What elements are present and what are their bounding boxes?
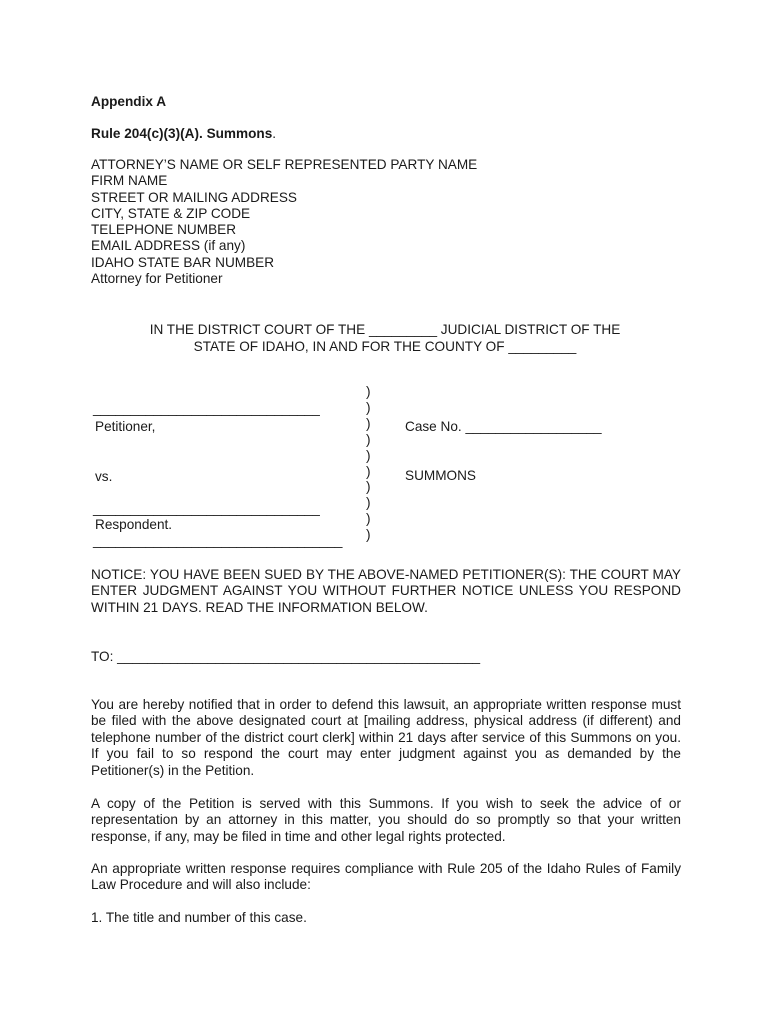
caption-parenthesis: ) [366,447,371,463]
notice-paragraph: NOTICE: YOU HAVE BEEN SUED BY THE ABOVE-NAMED PETITIONER(S): THE COURT MAY ENTER JUDGMENT AGAINST YOU WITHOUT FURTHER NOTICE UNLESS YOU RESPOND WITHIN 21 DAYS. READ THE INFORMATION BELOW. [91,567,681,615]
summons-title: SUMMONS [405,468,476,483]
city-state-zip-line: CITY, STATE & ZIP CODE [91,205,251,221]
case-number-line: Case No. __________________ [405,419,602,434]
caption-parenthesis: ) [366,384,371,399]
response-requirements-paragraph: An appropriate written response requires compliance with Rule 205 of the Idaho Rules of Family Law Procedure and will also include: [91,861,681,893]
caption-bottom-blank: _________________________________ [93,533,343,548]
firm-name-line: FIRM NAME [91,173,168,189]
caption-parenthesis: ) [366,399,371,415]
respondent-blank: ______________________________ [93,501,320,516]
telephone-line: TELEPHONE NUMBER [91,222,237,238]
attorney-for-line: Attorney for Petitioner [91,271,223,287]
caption-parenthesis: ) [366,463,371,479]
petition-copy-paragraph: A copy of the Petition is served with this Summons. If you wish to seek the advice of or representation by an attorney in this matter, you should do so promptly so that your written response, if any, may be filed in time and other legal rights protected. [91,796,681,844]
email-line: EMAIL ADDRESS (if any) [91,238,246,254]
petitioner-label: Petitioner, [95,419,156,434]
court-heading-line-1: IN THE DISTRICT COURT OF THE _________ JUDICIAL DISTRICT OF THE [149,322,621,337]
requirement-item-1: 1. The title and number of this case. [91,910,307,925]
rule-heading [91,126,276,141]
attorney-block [91,157,477,287]
caption-parenthesis: ) [366,527,371,543]
caption-parenthesis: ) [366,495,371,511]
petitioner-blank: ______________________________ [93,401,320,416]
caption-parenthesis: ) [366,431,371,447]
rule-heading-period: . [272,126,277,141]
attorney-name-line: ATTORNEY’S NAME OR SELF REPRESENTED PARTY NAME [91,157,478,172]
notification-paragraph: You are hereby notified that in order to defend this lawsuit, an appropriate written response must be filed with the above designated court at [mailing address, physical address (if different) and telephone number of the district court clerk] within 21 days after service of this Summons on you. If you fail to so respond the court may enter judgment against you as demanded by the Petitioner(s) in the Petition. [91,697,681,778]
caption-parenthesis: ) [366,415,371,431]
versus-label: vs. [95,469,113,484]
court-heading-line-2: STATE OF IDAHO, IN AND FOR THE COUNTY OF _________ [193,339,577,354]
court-heading [90,321,680,355]
street-address-line: STREET OR MAILING ADDRESS [91,189,297,205]
appendix-heading: Appendix A [91,94,167,109]
rule-heading-title: Rule 204(c)(3)(A). Summons [91,126,273,141]
caption-parenthesis: ) [366,479,371,495]
to-line: TO: ________________________________________________ [91,649,481,664]
caption-parenthesis: ) [366,511,371,527]
bar-number-line: IDAHO STATE BAR NUMBER [91,254,275,270]
caption-parenthesis-column [366,384,376,543]
respondent-label: Respondent. [95,517,173,532]
